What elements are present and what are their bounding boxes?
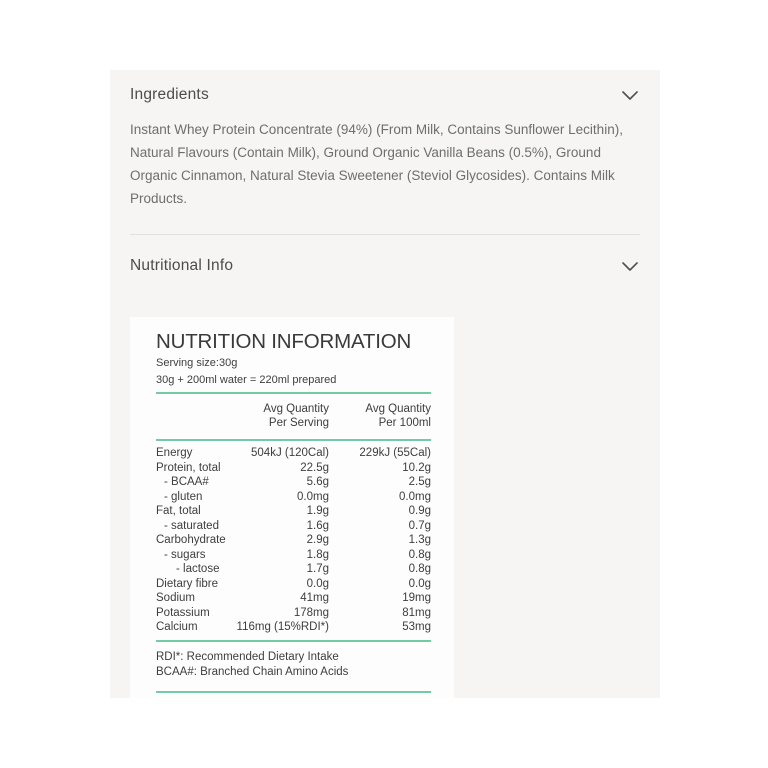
serving-size: Serving size:30g xyxy=(156,357,238,369)
per-serving-value: 2.9g xyxy=(306,534,329,546)
per-serving-value: 1.8g xyxy=(306,548,329,561)
per-100ml-value: 53mg xyxy=(402,621,431,633)
per-100ml-value: 81mg xyxy=(402,606,431,619)
ingredients-text: Instant Whey Protein Concentrate (94%) (From Milk, Contains Sunflower Lecithin), Natural Flavours (Contain Milk), Ground Organic Vanilla Beans (0.5%), Ground Organic Cinnamon, Natural Stevia Sweetener (Steviol Glycosides). Contains Milk Products. xyxy=(130,122,623,206)
ingredients-section xyxy=(130,78,640,210)
per-serving-value: 0.0g xyxy=(306,577,329,590)
per-100ml-value: 0.0mg xyxy=(399,490,431,503)
nutritional-info-section xyxy=(130,249,640,698)
chevron-down-icon[interactable] xyxy=(620,260,640,273)
table-row xyxy=(156,461,431,476)
footnote-line: BCAA#: Branched Chain Amino Acids xyxy=(156,666,349,678)
nutrient-name: - BCAA# xyxy=(164,476,209,488)
nutrient-name: - sugars xyxy=(164,548,206,561)
nutrient-column-spacer xyxy=(156,402,229,430)
nutrition-table-body xyxy=(156,446,431,635)
per-100ml-value: 19mg xyxy=(402,592,431,604)
teal-rule xyxy=(156,691,431,693)
table-row xyxy=(156,548,431,563)
section-divider xyxy=(130,234,640,235)
nutrient-name: Dietary fibre xyxy=(156,577,218,590)
nutrition-label xyxy=(130,317,454,698)
table-row xyxy=(156,504,431,519)
per-100ml-value: 229kJ (55Cal) xyxy=(359,447,431,459)
nutrient-name: Protein, total xyxy=(156,461,221,474)
per-100ml-value: 0.8g xyxy=(408,563,431,575)
table-row xyxy=(156,577,431,592)
table-row xyxy=(156,606,431,621)
product-details-panel xyxy=(110,70,660,698)
nutrient-name: Sodium xyxy=(156,592,195,604)
per-serving-value: 0.0mg xyxy=(297,490,329,503)
nutrient-name: Potassium xyxy=(156,606,210,619)
nutrient-name: - gluten xyxy=(164,490,203,503)
per-100ml-value: 0.8g xyxy=(408,548,431,561)
per-100ml-value: 0.9g xyxy=(408,505,431,517)
teal-rule xyxy=(156,439,431,441)
per-serving-value: 41mg xyxy=(300,592,329,604)
table-row xyxy=(156,475,431,490)
per-100ml-value: 0.7g xyxy=(408,519,431,532)
nutritional-info-title: Nutritional Info xyxy=(130,257,234,274)
per-serving-value: 1.7g xyxy=(306,563,329,575)
per-100ml-value: 0.0g xyxy=(408,577,431,590)
nutrient-name: Fat, total xyxy=(156,505,201,517)
per-100ml-value: 1.3g xyxy=(408,534,431,546)
nutrient-name: Calcium xyxy=(156,621,198,633)
nutrition-label-title: NUTRITION INFORMATION xyxy=(156,330,412,353)
nutrition-footnotes xyxy=(156,647,431,686)
per-serving-value: 1.9g xyxy=(306,505,329,517)
nutrient-name: Carbohydrate xyxy=(156,534,226,546)
nutrient-name: Energy xyxy=(156,447,193,459)
table-row xyxy=(156,533,431,548)
per-100ml-column-header: Avg Quantity Per 100ml xyxy=(365,403,431,429)
per-serving-value: 178mg xyxy=(293,606,329,619)
per-serving-value: 504kJ (120Cal) xyxy=(251,447,329,459)
table-row xyxy=(156,620,431,635)
nutrient-name: - saturated xyxy=(164,519,219,532)
per-100ml-value: 2.5g xyxy=(408,476,431,488)
per-serving-value: 116mg (15%RDI*) xyxy=(236,621,329,633)
table-row xyxy=(156,446,431,461)
table-row xyxy=(156,490,431,505)
chevron-down-icon[interactable] xyxy=(620,89,640,102)
per-serving-value: 1.6g xyxy=(306,519,329,532)
table-header-row xyxy=(156,399,431,434)
nutrient-name: - lactose xyxy=(176,563,220,575)
teal-rule xyxy=(156,640,431,642)
per-100ml-value: 10.2g xyxy=(402,461,431,474)
ingredients-title: Ingredients xyxy=(130,86,209,103)
per-serving-value: 5.6g xyxy=(306,476,329,488)
teal-rule xyxy=(156,392,431,394)
table-row xyxy=(156,519,431,534)
per-serving-value: 22.5g xyxy=(300,461,329,474)
ingredients-accordion-header[interactable] xyxy=(130,78,640,110)
per-serving-column-header: Avg Quantity Per Serving xyxy=(263,403,329,429)
table-row xyxy=(156,591,431,606)
preparation-note: 30g + 200ml water = 220ml prepared xyxy=(156,373,337,386)
footnote-line: RDI*: Recommended Dietary Intake xyxy=(156,650,339,663)
table-row xyxy=(156,562,431,577)
nutritional-info-accordion-header[interactable] xyxy=(130,249,640,281)
